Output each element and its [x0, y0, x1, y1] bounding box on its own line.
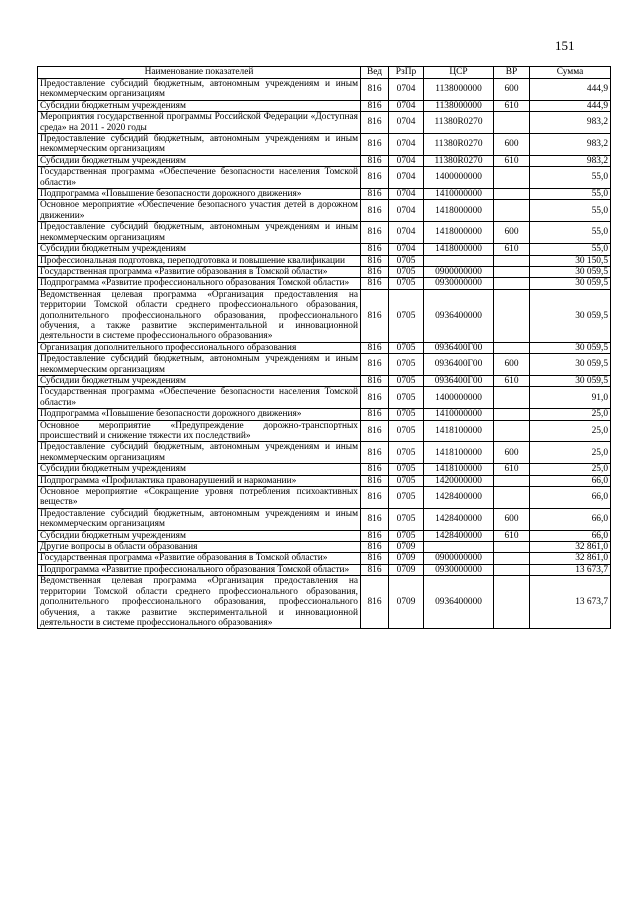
cell-rzpr: 0704	[389, 134, 424, 156]
cell-vr: 610	[494, 530, 530, 541]
cell-vr	[494, 564, 530, 575]
cell-rzpr: 0705	[389, 442, 424, 464]
cell-rzpr: 0704	[389, 222, 424, 244]
table-row	[38, 189, 611, 200]
cell-name: Предоставление субсидий бюджетным, автономным учреждениям и иным некоммерческим организациям	[38, 79, 361, 101]
cell-rzpr: 0705	[389, 289, 424, 342]
cell-rzpr: 0704	[389, 155, 424, 166]
cell-csr: 1410000000	[424, 189, 494, 200]
cell-vr: 610	[494, 244, 530, 255]
cell-sum: 55,0	[530, 189, 611, 200]
table-row	[38, 342, 611, 353]
cell-rzpr: 0705	[389, 475, 424, 486]
table-row	[38, 387, 611, 409]
cell-rzpr: 0704	[389, 189, 424, 200]
cell-sum: 25,0	[530, 409, 611, 420]
cell-name: Другие вопросы в области образования	[38, 542, 361, 553]
cell-rzpr: 0709	[389, 576, 424, 629]
cell-csr: 0930000000	[424, 278, 494, 289]
cell-name: Основное мероприятие «Предупреждение дорожно-транспортных происшествий и снижение тяжести их последствий»	[38, 420, 361, 442]
cell-rzpr: 0704	[389, 244, 424, 255]
table-row	[38, 530, 611, 541]
cell-sum: 25,0	[530, 464, 611, 475]
cell-ved: 816	[361, 255, 389, 266]
cell-sum: 55,0	[530, 222, 611, 244]
table-row	[38, 464, 611, 475]
cell-vr	[494, 255, 530, 266]
cell-name: Субсидии бюджетным учреждениям	[38, 100, 361, 111]
cell-csr: 0936400Г00	[424, 354, 494, 376]
header-name: Наименование показателей	[38, 67, 361, 79]
table-row	[38, 134, 611, 156]
table-row	[38, 420, 611, 442]
cell-rzpr: 0705	[389, 354, 424, 376]
cell-name: Подпрограмма «Повышение безопасности дорожного движения»	[38, 409, 361, 420]
cell-sum: 55,0	[530, 167, 611, 189]
cell-rzpr: 0705	[389, 487, 424, 509]
table-row	[38, 409, 611, 420]
cell-ved: 816	[361, 420, 389, 442]
cell-sum: 25,0	[530, 420, 611, 442]
cell-vr	[494, 420, 530, 442]
cell-csr: 11380R0270	[424, 134, 494, 156]
table-row	[38, 564, 611, 575]
cell-csr: 1400000000	[424, 167, 494, 189]
cell-ved: 816	[361, 375, 389, 386]
table-row	[38, 375, 611, 386]
cell-ved: 816	[361, 112, 389, 134]
cell-csr: 1138000000	[424, 100, 494, 111]
cell-name: Государственная программа «Обеспечение безопасности населения Томской области»	[38, 387, 361, 409]
cell-sum: 32 861,0	[530, 542, 611, 553]
cell-csr: 0936400000	[424, 289, 494, 342]
cell-ved: 816	[361, 79, 389, 101]
cell-vr	[494, 200, 530, 222]
page-number: 151	[555, 38, 575, 53]
cell-rzpr: 0705	[389, 508, 424, 530]
cell-csr: 1420000000	[424, 475, 494, 486]
cell-name: Субсидии бюджетным учреждениям	[38, 530, 361, 541]
cell-csr: 11380R0270	[424, 112, 494, 134]
cell-csr: 1428400000	[424, 508, 494, 530]
cell-sum: 91,0	[530, 387, 611, 409]
table-row	[38, 576, 611, 629]
cell-vr: 600	[494, 354, 530, 376]
cell-name: Субсидии бюджетным учреждениям	[38, 375, 361, 386]
cell-csr: 1428400000	[424, 487, 494, 509]
table-row	[38, 244, 611, 255]
cell-sum: 30 059,5	[530, 375, 611, 386]
table-row	[38, 79, 611, 101]
cell-vr	[494, 487, 530, 509]
cell-sum: 444,9	[530, 79, 611, 101]
cell-sum: 983,2	[530, 112, 611, 134]
cell-csr: 1138000000	[424, 79, 494, 101]
cell-name: Подпрограмма «Профилактика правонарушений и наркомании»	[38, 475, 361, 486]
cell-name: Предоставление субсидий бюджетным, автономным учреждениям и иным некоммерческим организациям	[38, 508, 361, 530]
cell-csr: 1428400000	[424, 530, 494, 541]
cell-vr	[494, 266, 530, 277]
cell-vr: 600	[494, 79, 530, 101]
table-row	[38, 155, 611, 166]
cell-sum: 25,0	[530, 442, 611, 464]
cell-vr	[494, 167, 530, 189]
cell-ved: 816	[361, 442, 389, 464]
cell-ved: 816	[361, 222, 389, 244]
table-row	[38, 255, 611, 266]
table-row	[38, 266, 611, 277]
cell-name: Подпрограмма «Развитие профессионального образования Томской области»	[38, 564, 361, 575]
cell-sum: 13 673,7	[530, 564, 611, 575]
cell-ved: 816	[361, 200, 389, 222]
cell-ved: 816	[361, 464, 389, 475]
cell-vr: 600	[494, 134, 530, 156]
cell-vr: 600	[494, 442, 530, 464]
cell-ved: 816	[361, 266, 389, 277]
table-row	[38, 278, 611, 289]
cell-vr	[494, 112, 530, 134]
cell-sum: 66,0	[530, 530, 611, 541]
cell-rzpr: 0705	[389, 420, 424, 442]
cell-rzpr: 0705	[389, 375, 424, 386]
cell-vr	[494, 189, 530, 200]
cell-sum: 13 673,7	[530, 576, 611, 629]
cell-rzpr: 0705	[389, 387, 424, 409]
cell-csr: 1418000000	[424, 244, 494, 255]
cell-rzpr: 0705	[389, 266, 424, 277]
cell-ved: 816	[361, 576, 389, 629]
cell-ved: 816	[361, 530, 389, 541]
cell-sum: 983,2	[530, 155, 611, 166]
cell-csr: 0936400000	[424, 576, 494, 629]
cell-sum: 66,0	[530, 508, 611, 530]
cell-ved: 816	[361, 342, 389, 353]
table-row	[38, 354, 611, 376]
cell-sum: 32 861,0	[530, 553, 611, 564]
table-row	[38, 542, 611, 553]
cell-ved: 816	[361, 553, 389, 564]
cell-sum: 30 150,5	[530, 255, 611, 266]
cell-ved: 816	[361, 167, 389, 189]
cell-csr: 0930000000	[424, 564, 494, 575]
cell-name: Субсидии бюджетным учреждениям	[38, 244, 361, 255]
table-body	[38, 79, 611, 629]
cell-vr	[494, 387, 530, 409]
cell-vr	[494, 542, 530, 553]
cell-vr	[494, 553, 530, 564]
cell-vr	[494, 409, 530, 420]
cell-rzpr: 0705	[389, 278, 424, 289]
cell-csr: 1400000000	[424, 387, 494, 409]
cell-rzpr: 0705	[389, 255, 424, 266]
table-row	[38, 553, 611, 564]
cell-name: Субсидии бюджетным учреждениям	[38, 155, 361, 166]
cell-name: Государственная программа «Обеспечение безопасности населения Томской области»	[38, 167, 361, 189]
header-csr: ЦСР	[424, 67, 494, 79]
cell-rzpr: 0705	[389, 342, 424, 353]
cell-csr	[424, 255, 494, 266]
cell-name: Основное мероприятие «Обеспечение безопасного участия детей в дорожном движении»	[38, 200, 361, 222]
cell-rzpr: 0709	[389, 564, 424, 575]
cell-ved: 816	[361, 100, 389, 111]
cell-sum: 30 059,5	[530, 342, 611, 353]
header-vr: ВР	[494, 67, 530, 79]
cell-sum: 66,0	[530, 475, 611, 486]
cell-rzpr: 0704	[389, 112, 424, 134]
cell-vr	[494, 278, 530, 289]
cell-ved: 816	[361, 387, 389, 409]
cell-csr: 1418100000	[424, 464, 494, 475]
table-row	[38, 200, 611, 222]
cell-name: Субсидии бюджетным учреждениям	[38, 464, 361, 475]
cell-name: Ведомственная целевая программа «Организация предоставления на территории Томской области среднего профессионального образования, дополнительного профессионального образования, профессионального обучения, а также развитие экспериментальной и инновационной деятельности в системе профессионального образования»	[38, 289, 361, 342]
cell-csr: 1410000000	[424, 409, 494, 420]
header-rzpr: РзПр	[389, 67, 424, 79]
cell-name: Подпрограмма «Повышение безопасности дорожного движения»	[38, 189, 361, 200]
cell-rzpr: 0704	[389, 100, 424, 111]
cell-vr: 610	[494, 375, 530, 386]
cell-csr: 1418000000	[424, 200, 494, 222]
cell-ved: 816	[361, 475, 389, 486]
cell-rzpr: 0705	[389, 530, 424, 541]
table-row	[38, 487, 611, 509]
cell-ved: 816	[361, 354, 389, 376]
cell-sum: 66,0	[530, 487, 611, 509]
cell-sum: 30 059,5	[530, 354, 611, 376]
cell-sum: 30 059,5	[530, 278, 611, 289]
table-row	[38, 508, 611, 530]
table-row	[38, 167, 611, 189]
cell-ved: 816	[361, 508, 389, 530]
header-sum: Сумма	[530, 67, 611, 79]
cell-name: Государственная программа «Развитие образования в Томской области»	[38, 266, 361, 277]
cell-sum: 55,0	[530, 200, 611, 222]
header-ved: Вед	[361, 67, 389, 79]
table-row	[38, 112, 611, 134]
cell-rzpr: 0705	[389, 464, 424, 475]
table-header-row	[38, 67, 611, 79]
cell-vr: 610	[494, 464, 530, 475]
cell-csr: 1418000000	[424, 222, 494, 244]
cell-csr: 1418100000	[424, 420, 494, 442]
cell-csr: 0936400Г00	[424, 342, 494, 353]
cell-name: Предоставление субсидий бюджетным, автономным учреждениям и иным некоммерческим организациям	[38, 442, 361, 464]
cell-csr: 11380R0270	[424, 155, 494, 166]
cell-csr: 0900000000	[424, 553, 494, 564]
cell-name: Основное мероприятие «Сокращение уровня потребления психоактивных веществ»	[38, 487, 361, 509]
cell-csr: 0936400Г00	[424, 375, 494, 386]
cell-name: Предоставление субсидий бюджетным, автономным учреждениям и иным некоммерческим организациям	[38, 222, 361, 244]
cell-vr	[494, 342, 530, 353]
cell-rzpr: 0704	[389, 79, 424, 101]
cell-ved: 816	[361, 189, 389, 200]
cell-sum: 444,9	[530, 100, 611, 111]
cell-name: Организация дополнительного профессионального образования	[38, 342, 361, 353]
cell-vr	[494, 576, 530, 629]
table-row	[38, 289, 611, 342]
cell-csr	[424, 542, 494, 553]
cell-vr	[494, 475, 530, 486]
cell-ved: 816	[361, 289, 389, 342]
cell-csr: 1418100000	[424, 442, 494, 464]
cell-rzpr: 0709	[389, 553, 424, 564]
cell-rzpr: 0705	[389, 409, 424, 420]
cell-sum: 983,2	[530, 134, 611, 156]
cell-ved: 816	[361, 134, 389, 156]
cell-name: Предоставление субсидий бюджетным, автономным учреждениям и иным некоммерческим организациям	[38, 354, 361, 376]
cell-ved: 816	[361, 542, 389, 553]
cell-vr	[494, 289, 530, 342]
cell-ved: 816	[361, 409, 389, 420]
table-row	[38, 442, 611, 464]
cell-name: Государственная программа «Развитие образования в Томской области»	[38, 553, 361, 564]
cell-name: Ведомственная целевая программа «Организация предоставления на территории Томской области среднего профессионального образования, дополнительного профессионального образования, профессионального обучения, а также развитие экспериментальной и инновационной деятельности в системе профессионального образования»	[38, 576, 361, 629]
cell-name: Профессиональная подготовка, переподготовка и повышение квалификации	[38, 255, 361, 266]
cell-csr: 0900000000	[424, 266, 494, 277]
cell-ved: 816	[361, 564, 389, 575]
table-row	[38, 222, 611, 244]
cell-rzpr: 0704	[389, 167, 424, 189]
cell-vr: 600	[494, 508, 530, 530]
cell-vr: 610	[494, 155, 530, 166]
table-row	[38, 100, 611, 111]
budget-table	[37, 66, 611, 629]
cell-sum: 30 059,5	[530, 289, 611, 342]
cell-name: Подпрограмма «Развитие профессионального образования Томской области»	[38, 278, 361, 289]
table-row	[38, 475, 611, 486]
cell-rzpr: 0704	[389, 200, 424, 222]
cell-ved: 816	[361, 244, 389, 255]
cell-vr: 610	[494, 100, 530, 111]
cell-ved: 816	[361, 487, 389, 509]
cell-vr: 600	[494, 222, 530, 244]
cell-sum: 30 059,5	[530, 266, 611, 277]
cell-rzpr: 0709	[389, 542, 424, 553]
cell-ved: 816	[361, 278, 389, 289]
cell-ved: 816	[361, 155, 389, 166]
cell-name: Мероприятия государственной программы Российской Федерации «Доступная среда» на 2011 - 2020 годы	[38, 112, 361, 134]
cell-sum: 55,0	[530, 244, 611, 255]
cell-name: Предоставление субсидий бюджетным, автономным учреждениям и иным некоммерческим организациям	[38, 134, 361, 156]
